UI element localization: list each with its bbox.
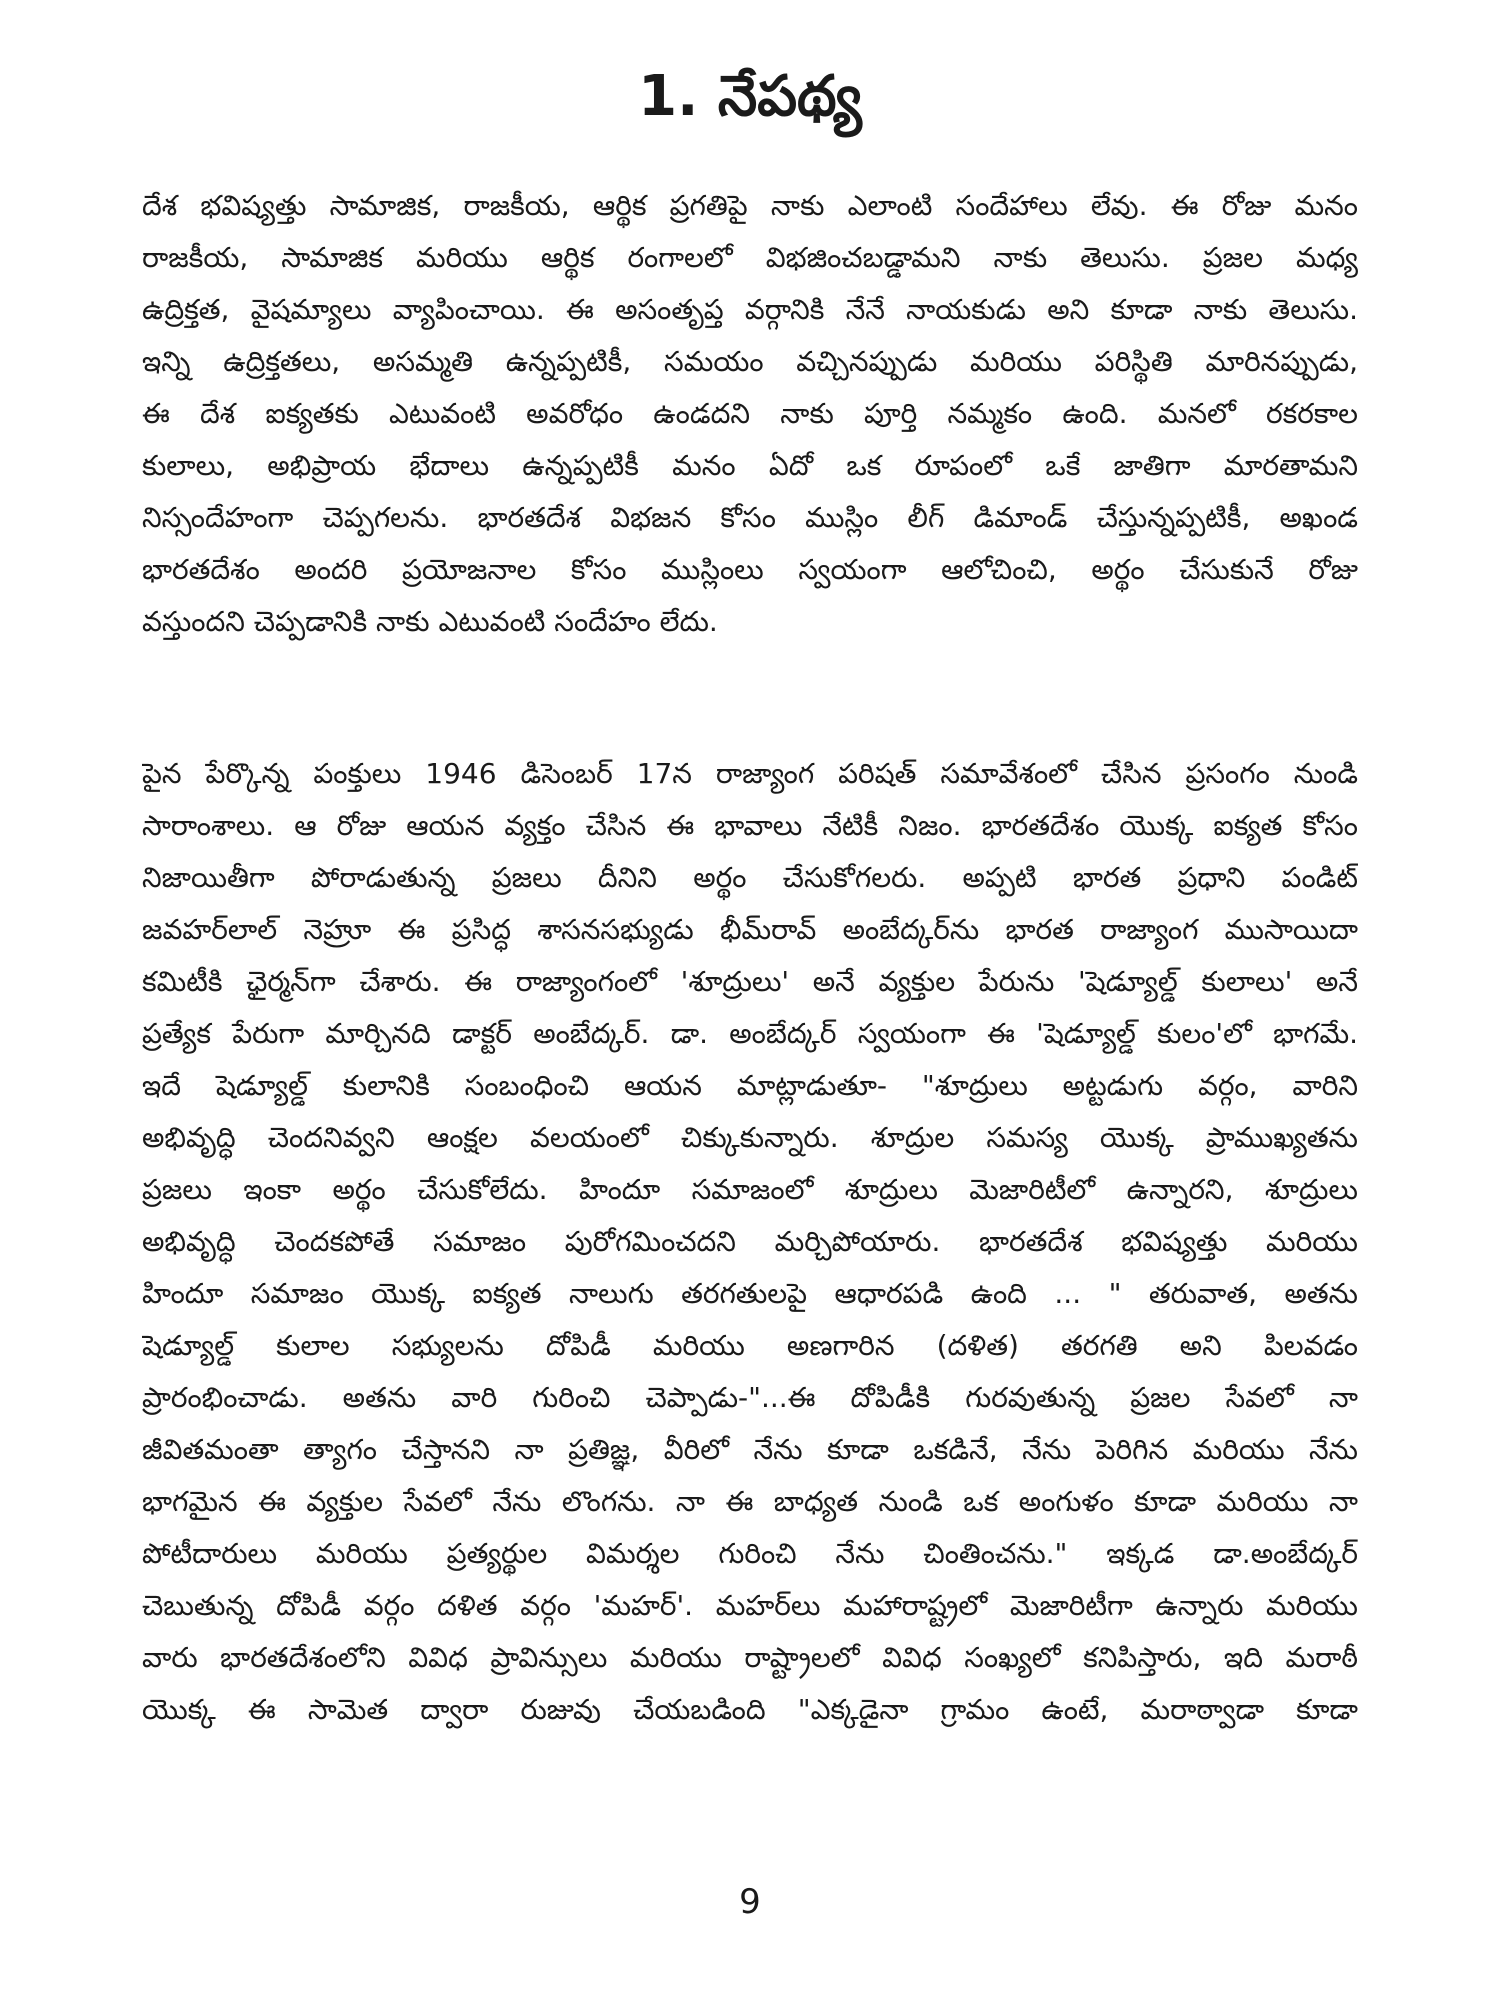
text-line: సారాంశాలు. ఆ రోజు ఆయన వ్యక్తం చేసిన ఈ భావాలు నేటికీ నిజం. భారతదేశం యొక్క ఐక్యత కోసం: [142, 809, 1358, 842]
text-line: ఇన్ని ఉద్రిక్తతలు, అసమ్మతి ఉన్నప్పటికీ, సమయం వచ్చినప్పుడు మరియు పరిస్థితి మారినప్పుడు,: [142, 345, 1358, 378]
text-line: వారు భారతదేశంలోని వివిధ ప్రావిన్సులు మరియు రాష్ట్రాలలో వివిధ సంఖ్యలో కనిపిస్తారు, ఇది మరాఠీ: [142, 1641, 1358, 1674]
text-line: నిస్సందేహంగా చెప్పగలను. భారతదేశ విభజన కోసం ముస్లిం లీగ్ డిమాండ్ చేస్తున్నప్పటికీ, అఖండ: [142, 501, 1358, 534]
text-line: షెడ్యూల్డ్ కులాల సభ్యులను దోపిడీ మరియు అణగారిన (దళిత) తరగతి అని పిలవడం: [142, 1329, 1358, 1362]
page-number: 9: [739, 1882, 761, 1922]
text-line: హిందూ సమాజం యొక్క ఐక్యత నాలుగు తరగతులపై ఆధారపడి ఉంది ... " తరువాత, అతను: [142, 1277, 1358, 1310]
text-line: పోటీదారులు మరియు ప్రత్యర్థుల విమర్శల గురించి నేను చింతించను." ఇక్కడ డా.అంబేద్కర్: [142, 1537, 1358, 1570]
text-line: అభివృద్ధి చెందకపోతే సమాజం పురోగమించదని మర్చిపోయారు. భారతదేశ భవిష్యత్తు మరియు: [142, 1225, 1358, 1258]
text-line: కులాలు, అభిప్రాయ భేదాలు ఉన్నప్పటికీ మనం ఏదో ఒక రూపంలో ఒకే జాతిగా మారతామని: [142, 449, 1358, 482]
text-line: ఈ దేశ ఐక్యతకు ఎటువంటి అవరోధం ఉండదని నాకు పూర్తి నమ్మకం ఉంది. మనలో రకరకాల: [142, 397, 1358, 430]
paragraph-2: [142, 748, 1358, 1736]
paragraph-1: [142, 180, 1358, 648]
text-line: జవహర్‌లాల్ నెహ్రూ ఈ ప్రసిద్ధ శాసనసభ్యుడు భీమ్‌రావ్ అంబేద్కర్‌ను భారత రాజ్యాంగ ముసాయిదా: [142, 913, 1358, 946]
text-line: పైన పేర్కొన్న పంక్తులు 1946 డిసెంబర్ 17న రాజ్యాంగ పరిషత్ సమావేశంలో చేసిన ప్రసంగం నుండి: [142, 757, 1358, 790]
text-line: ప్రారంభించాడు. అతను వారి గురించి చెప్పాడు-"...ఈ దోపిడీకి గురవుతున్న ప్రజల సేవలో నా: [142, 1381, 1358, 1414]
text-line: వస్తుందని చెప్పడానికి నాకు ఎటువంటి సందేహం లేదు.: [142, 605, 718, 638]
text-line: దేశ భవిష్యత్తు సామాజిక, రాజకీయ, ఆర్థిక ప్రగతిపై నాకు ఎలాంటి సందేహాలు లేవు. ఈ రోజు మనం: [142, 189, 1358, 222]
text-line: ఉద్రిక్తత, వైషమ్యాలు వ్యాపించాయి. ఈ అసంతృప్త వర్గానికి నేనే నాయకుడు అని కూడా నాకు తెలుసు.: [142, 293, 1358, 326]
text-line: రాజకీయ, సామాజిక మరియు ఆర్థిక రంగాలలో విభజించబడ్డామని నాకు తెలుసు. ప్రజల మధ్య: [142, 241, 1358, 274]
text-line: నిజాయితీగా పోరాడుతున్న ప్రజలు దీనిని అర్థం చేసుకోగలరు. అప్పటి భారత ప్రధాని పండిట్: [142, 861, 1358, 894]
text-line: యొక్క ఈ సామెత ద్వారా రుజువు చేయబడింది "ఎక్కడైనా గ్రామం ఉంటే, మరాఠ్వాడా కూడా: [142, 1693, 1358, 1726]
text-line: అభివృద్ధి చెందనివ్వని ఆంక్షల వలయంలో చిక్కుకున్నారు. శూద్రుల సమస్య యొక్క ప్రాముఖ్యతను: [142, 1121, 1358, 1154]
chapter-title: 1. నేపథ్య: [638, 64, 862, 129]
text-line: ప్రత్యేక పేరుగా మార్చినది డాక్టర్ అంబేద్కర్. డా. అంబేద్కర్ స్వయంగా ఈ 'షెడ్యూల్డ్ కులం'లో భాగమే.: [142, 1017, 1358, 1050]
text-line: చెబుతున్న దోపిడీ వర్గం దళిత వర్గం 'మహర్'. మహర్‌లు మహారాష్ట్రలో మెజారిటీగా ఉన్నారు మరియు: [142, 1589, 1358, 1622]
text-line: కమిటీకి ఛైర్మన్‌గా చేశారు. ఈ రాజ్యాంగంలో 'శూద్రులు' అనే వ్యక్తుల పేరును 'షెడ్యూల్డ్ కులాలు' అనే: [142, 965, 1358, 998]
text-line: జీవితమంతా త్యాగం చేస్తానని నా ప్రతిజ్ఞ, వీరిలో నేను కూడా ఒకడినే, నేను పెరిగిన మరియు నేను: [142, 1433, 1358, 1466]
text-line: భారతదేశం అందరి ప్రయోజనాల కోసం ముస్లింలు స్వయంగా ఆలోచించి, అర్థం చేసుకునే రోజు: [142, 553, 1358, 586]
text-line: ప్రజలు ఇంకా అర్థం చేసుకోలేదు. హిందూ సమాజంలో శూద్రులు మెజారిటీలో ఉన్నారని, శూద్రులు: [142, 1173, 1358, 1206]
text-line: ఇదే షెడ్యూల్డ్ కులానికి సంబంధించి ఆయన మాట్లాడుతూ- "శూద్రులు అట్టడుగు వర్గం, వారిని: [142, 1069, 1358, 1102]
text-line: భాగమైన ఈ వ్యక్తుల సేవలో నేను లొంగను. నా ఈ బాధ్యత నుండి ఒక అంగుళం కూడా మరియు నా: [142, 1485, 1358, 1518]
